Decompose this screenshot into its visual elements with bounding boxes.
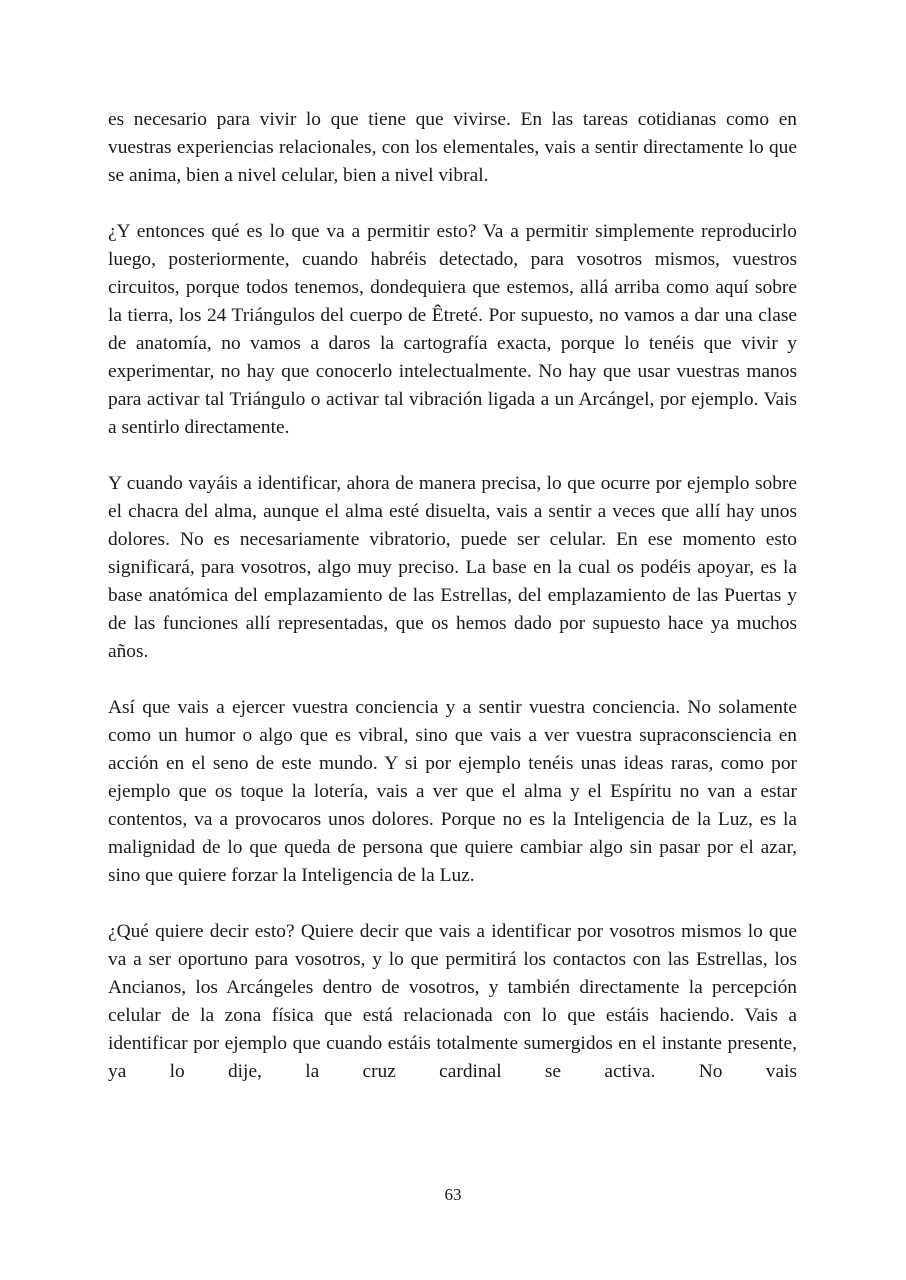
- paragraph-5: ¿Qué quiere decir esto? Quiere decir que vais a identificar por vosotros mismos lo que va a ser oportuno para vosotros, y lo que permitirá los contactos con las Estrellas, los Ancianos, los Arcángeles dentro de vosotros, y también directamente la percepción celular de la zona física que está relacionada con lo que estáis haciendo. Vais a identificar por ejemplo que cuando estáis totalmente sumergidos en el instante presente, ya lo dije, la cruz cardinal se activa. No vais: [108, 921, 797, 1082]
- page-body: [108, 106, 797, 1086]
- page-number: 63: [444, 1185, 462, 1204]
- paragraph-2: ¿Y entonces qué es lo que va a permitir esto? Va a permitir simplemente reproducirlo luego, posteriormente, cuando habréis detectado, para vosotros mismos, vuestros circuitos, porque todos tenemos, dondequiera que estemos, allá arriba como aquí sobre la tierra, los 24 Triángulos del cuerpo de Êtreté. Por supuesto, no vamos a dar una clase de anatomía, no vamos a daros la cartografía exacta, porque lo tenéis que vivir y experimentar, no hay que conocerlo intelectualmente. No hay que usar vuestras manos para activar tal Triángulo o activar tal vibración ligada a un Arcángel, por ejemplo. Vais a sentirlo directamente.: [108, 221, 797, 438]
- paragraph-1: es necesario para vivir lo que tiene que vivirse. En las tareas cotidianas como en vuestras experiencias relacionales, con los elementales, vais a sentir directamente lo que se anima, bien a nivel celular, bien a nivel vibral.: [108, 109, 797, 186]
- paragraph-3: Y cuando vayáis a identificar, ahora de manera precisa, lo que ocurre por ejemplo sobre el chacra del alma, aunque el alma esté disuelta, vais a sentir a veces que allí hay unos dolores. No es necesariamente vibratorio, puede ser celular. En ese momento esto significará, para vosotros, algo muy preciso. La base en la cual os podéis apoyar, es la base anatómica del emplazamiento de las Estrellas, del emplazamiento de las Puertas y de las funciones allí representadas, que os hemos dado por supuesto hace ya muchos años.: [108, 473, 797, 662]
- paragraph-4: Así que vais a ejercer vuestra conciencia y a sentir vuestra conciencia. No solamente como un humor o algo que es vibral, sino que vais a ver vuestra supraconsciencia en acción en el seno de este mundo. Y si por ejemplo tenéis unas ideas raras, como por ejemplo que os toque la lotería, vais a ver que el alma y el Espíritu no van a estar contentos, va a provocaros unos dolores. Porque no es la Inteligencia de la Luz, es la malignidad de lo que queda de persona que quiere cambiar algo sin pasar por el azar, sino que quiere forzar la Inteligencia de la Luz.: [108, 697, 797, 886]
